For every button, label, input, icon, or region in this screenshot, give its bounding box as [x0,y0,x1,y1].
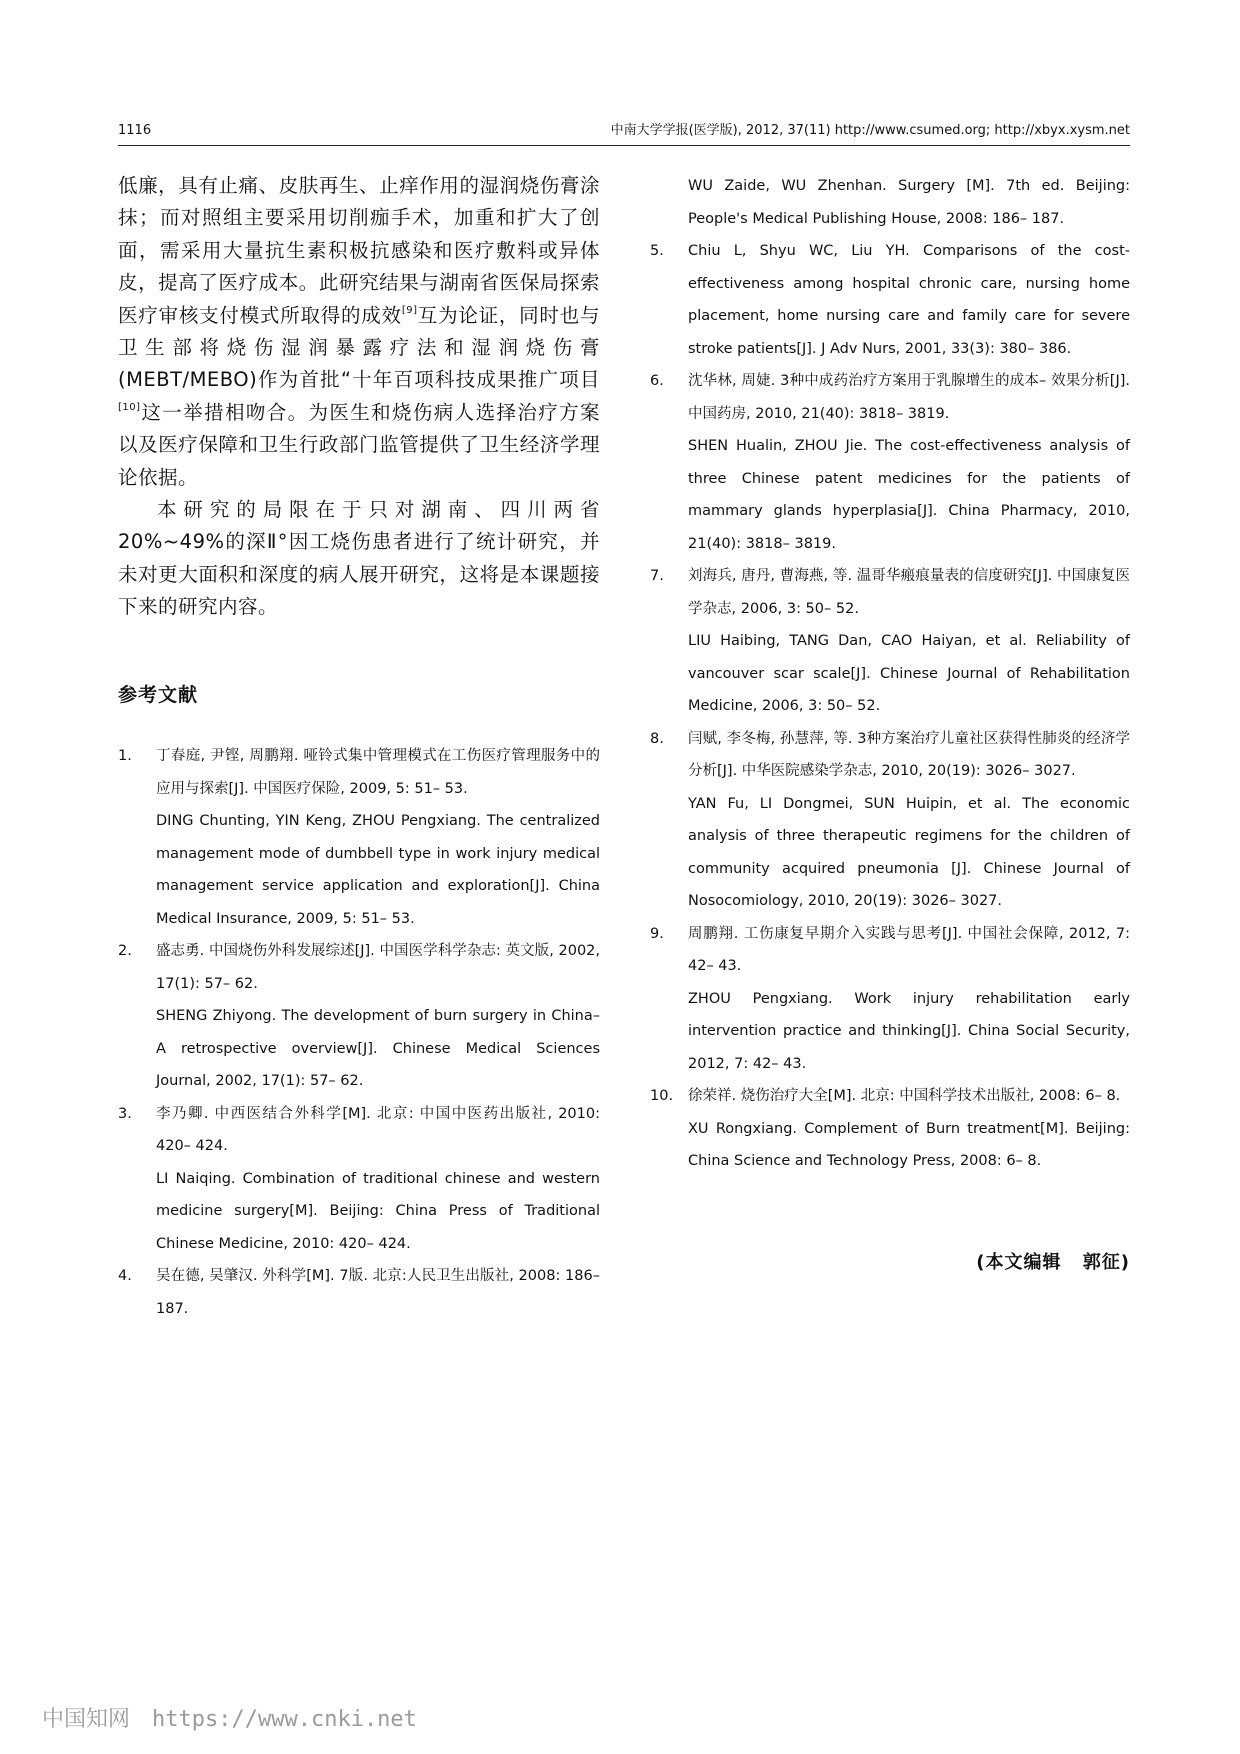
references-list-left [118,740,600,1325]
body-text-segment: 互为论证，同时也与卫生部将烧伤湿润暴露疗法和湿润烧伤膏(MEBT/MEBO)作为首批“十年百项科技成果推广项目 [118,303,600,392]
reference-en: WU Zaide, WU Zhenhan. Surgery [M]. 7th ed. Beijing: People's Medical Publishing House, 2008: 186– 187. [688,178,1130,227]
reference-en: SHEN Hualin, ZHOU Jie. The cost-effectiveness analysis of three Chinese patent medicines for the patients of mammary glands hyperplasia[J]. China Pharmacy, 2010, 21(40): 3818– 3819. [688,438,1130,552]
reference-zh: 刘海兵, 唐丹, 曹海燕, 等. 温哥华瘢痕量表的信度研究[J]. 中国康复医学杂志, 2006, 3: 50– 52. [688,568,1130,617]
reference-zh: 李乃卿. 中西医结合外科学[M]. 北京: 中国中医药出版社, 2010: 420– 424. [156,1105,600,1154]
reference-item [118,1098,600,1261]
reference-en: Chiu L, Shyu WC, Liu YH. Comparisons of the cost-effectiveness among hospital chronic care, nursing home placement, home nursing care and family care for severe stroke patients[J]. J Adv Nurs, 2001, 33(3): 380– 386. [688,243,1130,357]
reference-number: 2. [118,943,132,959]
body-text-column [118,170,600,624]
body-paragraph [118,170,600,494]
cnki-watermark [42,1702,417,1733]
reference-item-continued [650,170,1130,235]
reference-zh: 周鹏翔. 工伤康复早期介入实践与思考[J]. 中国社会保障, 2012, 7: 42– 43. [688,925,1130,974]
running-header [118,121,1130,146]
reference-number: 4. [118,1268,132,1284]
reference-item [118,1260,600,1325]
reference-item [118,935,600,1098]
reference-en: SHENG Zhiyong. The development of burn surgery in China– A retrospective overview[J]. Chinese Medical Sciences Journal, 2002, 17(1): 57– 62. [156,1008,600,1089]
reference-number: 8. [650,730,664,747]
body-text-segment: 低廉，具有止痛、皮肤再生、止痒作用的湿润烧伤膏涂抹；而对照组主要采用切削痂手术，加重和扩大了创面，需采用大量抗生素积极抗感染和医疗敷料或异体皮，提高了医疗成本。此研究结果与湖南省医保局探索医疗审核支付模式所取得的成效 [118,174,600,327]
reference-number: 7. [650,568,664,584]
reference-en: ZHOU Pengxiang. Work injury rehabilitation early intervention practice and thinking[J]. China Social Security, 2012, 7: 42– 43. [688,990,1130,1072]
reference-item [650,235,1130,365]
reference-item [118,740,600,935]
journal-citation: 中南大学学报(医学版), 2012, 37(11) http://www.csumed.org; http://xbyx.xysm.net [610,123,1130,138]
body-paragraph: 本研究的局限在于只对湖南、四川两省20%~49%的深Ⅱ°因工烧伤患者进行了统计研究，并未对更大面积和深度的病人展开研究，这将是本课题接下来的研究内容。 [118,498,600,619]
reference-zh: 丁春庭, 尹铿, 周鹏翔. 哑铃式集中管理模式在工伤医疗管理服务中的应用与探索[J]. 中国医疗保险, 2009, 5: 51– 53. [156,748,600,797]
reference-number: 6. [650,373,664,389]
cnki-url[interactable]: https://www.cnki.net [152,1707,417,1732]
reference-en: LI Naiqing. Combination of traditional chinese and western medicine surgery[M]. Beijing: China Press of Traditional Chinese Medicine, 2010: 420– 424. [156,1170,600,1252]
reference-number: 5. [650,243,664,259]
editor-note: (本文编辑 郭征) [976,1252,1130,1273]
references-heading: 参考文献 [118,684,199,706]
citation-superscript: [9] [401,304,418,316]
reference-en: YAN Fu, LI Dongmei, SUN Huipin, et al. The economic analysis of three therapeutic regimens for the children of community acquired pneumonia [J]. Chinese Journal of Nosocomiology, 2010, 20(19): 3026– 3027. [688,795,1130,909]
reference-en: LIU Haibing, TANG Dan, CAO Haiyan, et al. Reliability of vancouver scar scale[J]. Chinese Journal of Rehabilitation Medicine, 2006, 3: 50– 52. [688,633,1130,714]
reference-zh: 闫赋, 李冬梅, 孙慧萍, 等. 3种方案治疗儿童社区获得性肺炎的经济学分析[J]. 中华医院感染学杂志, 2010, 20(19): 3026– 3027. [688,730,1130,779]
reference-en: XU Rongxiang. Complement of Burn treatment[M]. Beijing: China Science and Technology Press, 2008: 6– 8. [688,1120,1130,1169]
reference-number: 3. [118,1105,132,1122]
reference-number: 10. [650,1088,674,1104]
reference-item [650,918,1130,1081]
page-number: 1116 [118,123,152,138]
citation-superscript: [10] [118,401,141,413]
reference-item [650,560,1130,723]
reference-zh: 沈华林, 周婕. 3种中成药治疗方案用于乳腺增生的成本– 效果分析[J]. 中国药房, 2010, 21(40): 3818– 3819. [688,373,1130,422]
reference-number: 9. [650,925,664,942]
body-text-segment: 这一举措相吻合。为医生和烧伤病人选择治疗方案以及医疗保障和卫生行政部门监管提供了卫生经济学理论依据。 [118,400,600,489]
references-list-right [650,170,1130,1178]
reference-number: 1. [118,748,132,764]
reference-zh: 徐荣祥. 烧伤治疗大全[M]. 北京: 中国科学技术出版社, 2008: 6– 8. [688,1088,1121,1104]
reference-item [650,365,1130,560]
reference-zh: 盛志勇. 中国烧伤外科发展综述[J]. 中国医学科学杂志: 英文版, 2002, 17(1): 57– 62. [156,943,600,992]
reference-zh: 吴在德, 吴肇汉. 外科学[M]. 7版. 北京:人民卫生出版社, 2008: 186– 187. [156,1268,600,1317]
cnki-logo-text: 中国知网 [42,1707,131,1732]
reference-item [650,1080,1130,1178]
reference-en: DING Chunting, YIN Keng, ZHOU Pengxiang. The centralized management mode of dumbbell type in work injury medical management service application and exploration[J]. China Medical Insurance, 2009, 5: 51– 53. [156,813,600,927]
reference-item [650,723,1130,918]
